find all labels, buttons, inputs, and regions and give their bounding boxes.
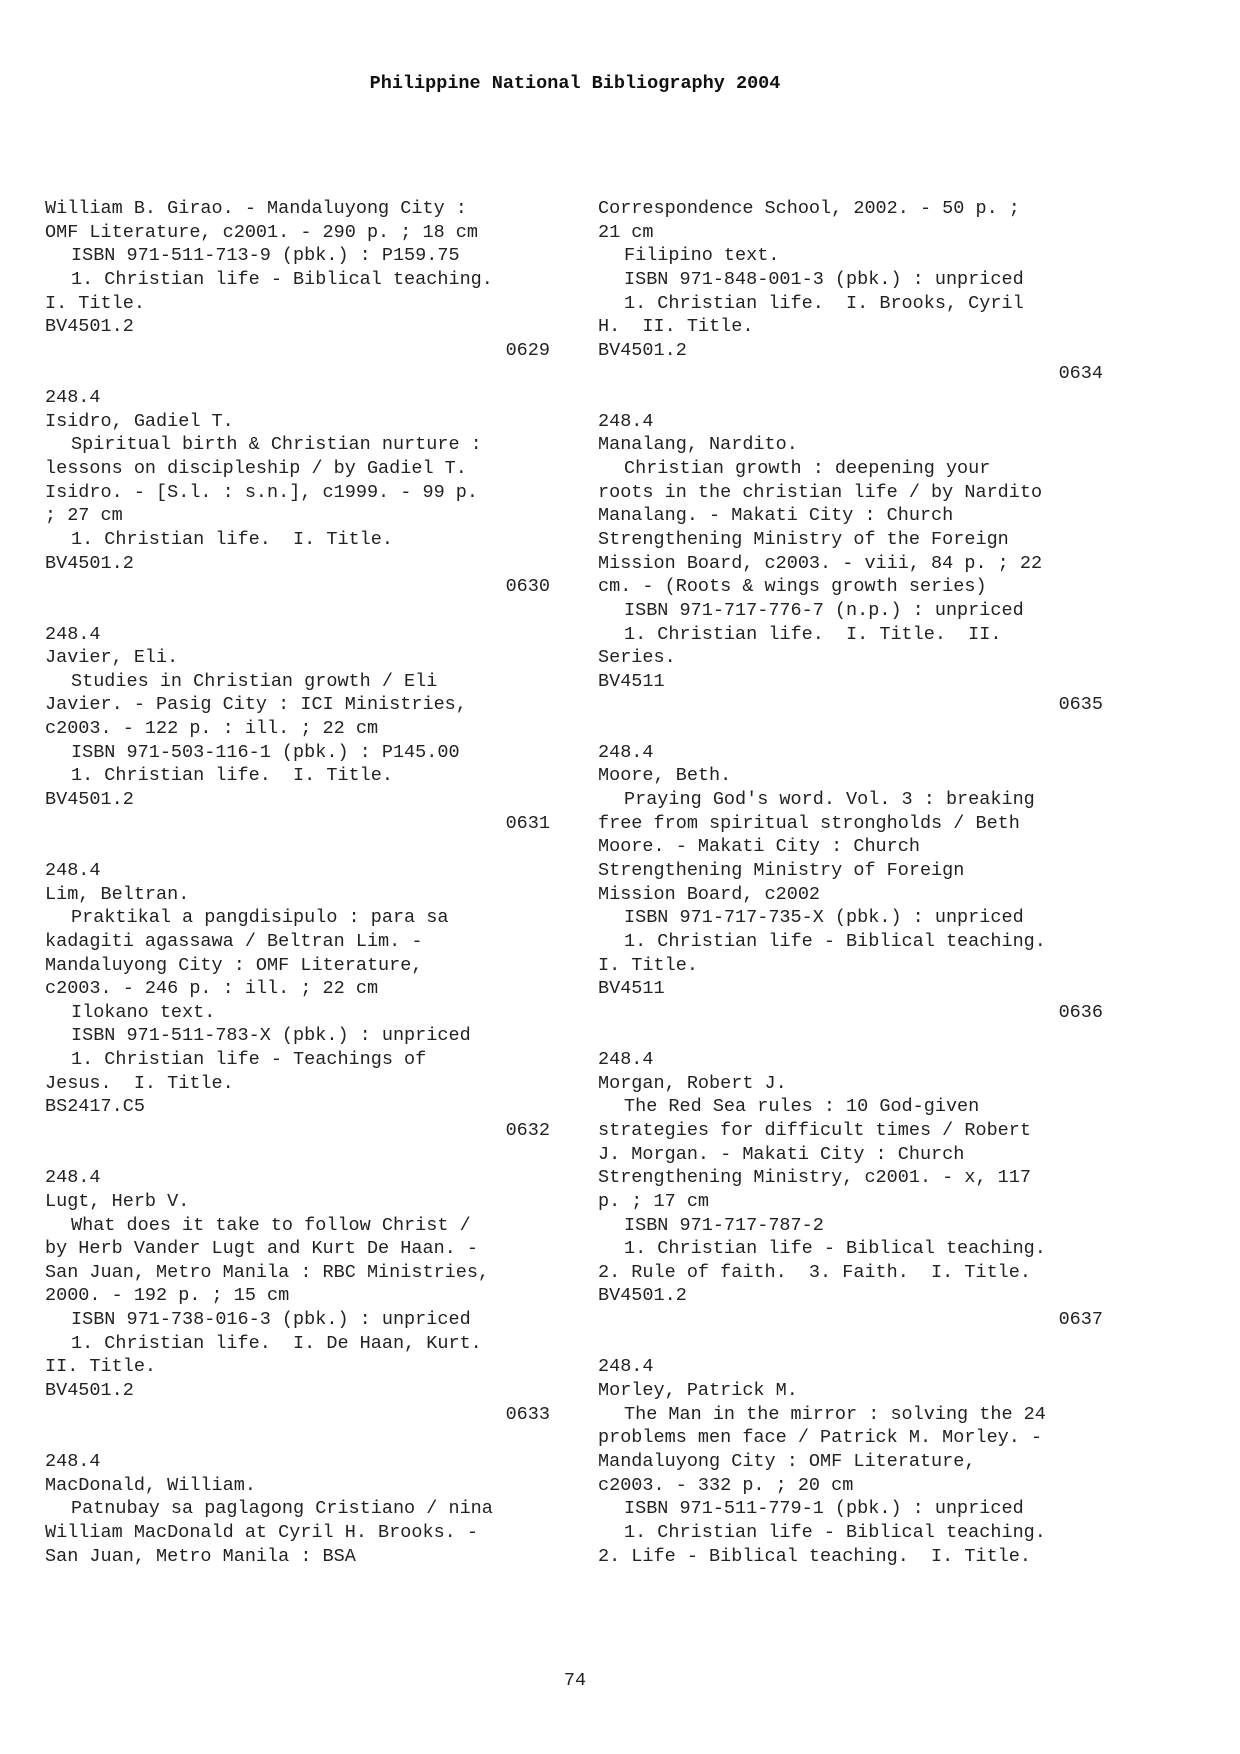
entry-line: ISBN 971-738-016-3 (pbk.) : unpriced <box>71 1309 471 1331</box>
entry-line: Filipino text. <box>624 245 780 267</box>
entry-line: Ilokano text. <box>71 1001 216 1023</box>
bibliography-entry <box>45 1166 550 1426</box>
entry-line: William MacDonald at Cyril H. Brooks. - <box>45 1521 478 1543</box>
entry-line: Lim, Beltran. <box>45 883 190 905</box>
entry-line: BV4501.2 <box>45 1380 134 1402</box>
entry-line: BV4501.2 <box>598 1285 687 1307</box>
entry-line: Praktikal a pangdisipulo : para sa <box>71 907 449 929</box>
entry-line: ISBN 971-717-735-X (pbk.) : unpriced <box>624 907 1024 929</box>
bibliography-entry <box>598 197 1103 386</box>
entry-number: 0630 <box>505 576 550 598</box>
entry-line: 248.4 <box>598 1049 654 1071</box>
entry-line: c2003. - 332 p. ; 20 cm <box>598 1474 854 1496</box>
entry-line: 2. Rule of faith. 3. Faith. I. Title. <box>598 1261 1031 1283</box>
entry-line: I. Title. <box>598 954 698 976</box>
entry-line: I. Title. <box>45 292 145 314</box>
bibliography-entry <box>45 623 550 836</box>
entry-line: 1. Christian life. I. Title. <box>71 528 393 550</box>
entry-line: p. ; 17 cm <box>598 1190 710 1212</box>
bibliography-entry <box>45 1450 550 1568</box>
entry-line: lessons on discipleship / by Gadiel T. <box>45 458 467 480</box>
entry-line: 1. Christian life. I. Brooks, Cyril <box>624 292 1024 314</box>
right-column <box>598 197 1103 1568</box>
entry-line: The Red Sea rules : 10 God-given <box>624 1096 980 1118</box>
entry-line: What does it take to follow Christ / <box>71 1214 471 1236</box>
entry-line: San Juan, Metro Manila : BSA <box>45 1545 356 1567</box>
entry-line: Correspondence School, 2002. - 50 p. ; <box>598 198 1020 219</box>
bibliography-entry <box>598 1048 1103 1332</box>
entry-line: BS2417.C5 <box>45 1096 145 1118</box>
entry-line: Manalang. - Makati City : Church <box>598 505 954 527</box>
entry-line: Series. <box>598 647 676 669</box>
entry-line: by Herb Vander Lugt and Kurt De Haan. - <box>45 1238 478 1260</box>
entry-line: 2. Life - Biblical teaching. I. Title. <box>598 1545 1031 1567</box>
entry-line: Praying God's word. Vol. 3 : breaking <box>624 789 1035 811</box>
entry-line: 1. Christian life. I. Title. II. <box>624 623 1002 645</box>
entry-spacer <box>45 599 550 623</box>
entry-number: 0636 <box>1058 1001 1103 1023</box>
entry-line: 248.4 <box>45 623 101 645</box>
entry-line: II. Title. <box>45 1356 157 1378</box>
entry-line: 2000. - 192 p. ; 15 cm <box>45 1285 290 1307</box>
bibliography-entry <box>45 197 550 362</box>
entry-line: 248.4 <box>598 410 654 432</box>
entry-line: BV4501.2 <box>598 339 687 361</box>
entry-number: 0629 <box>505 339 550 361</box>
entry-line: Patnubay sa paglagong Cristiano / nina <box>71 1498 493 1520</box>
entry-line: ISBN 971-848-001-3 (pbk.) : unpriced <box>624 268 1024 290</box>
entry-line: Spiritual birth & Christian nurture : <box>71 434 482 456</box>
entry-number: 0635 <box>1058 694 1103 716</box>
entry-line: Studies in Christian growth / Eli <box>71 670 438 692</box>
entry-line: BV4501.2 <box>45 316 134 338</box>
entry-spacer <box>598 1024 1103 1048</box>
entry-line: The Man in the mirror : solving the 24 <box>624 1403 1046 1425</box>
entry-line: Moore, Beth. <box>598 765 732 787</box>
entry-line: 1. Christian life - Biblical teaching. <box>624 1238 1046 1260</box>
entry-line: MacDonald, William. <box>45 1474 256 1496</box>
entry-line: Mission Board, c2003. - viii, 84 p. ; 22 <box>598 552 1043 574</box>
entry-line: problems men face / Patrick M. Morley. - <box>598 1427 1043 1449</box>
entry-line: c2003. - 246 p. : ill. ; 22 cm <box>45 978 379 1000</box>
entry-line: 21 cm <box>598 221 654 243</box>
entry-number: 0632 <box>505 1119 550 1141</box>
entry-line: 1. Christian life - Biblical teaching. <box>624 930 1046 952</box>
bibliography-entry <box>598 741 1103 1025</box>
entry-line: Javier, Eli. <box>45 647 179 669</box>
entry-line: ISBN 971-717-776-7 (n.p.) : unpriced <box>624 599 1024 621</box>
left-column <box>45 197 550 1568</box>
entry-spacer <box>598 386 1103 410</box>
entry-line: H. II. Title. <box>598 316 754 338</box>
entry-line: Strengthening Ministry of the Foreign <box>598 528 1009 550</box>
entry-line: c2003. - 122 p. : ill. ; 22 cm <box>45 718 379 740</box>
entry-line: ; 27 cm <box>45 505 123 527</box>
entry-line: ISBN 971-511-779-1 (pbk.) : unpriced <box>624 1498 1024 1520</box>
entry-line: 248.4 <box>45 387 101 409</box>
bibliography-entry <box>45 859 550 1143</box>
entry-spacer <box>598 1332 1103 1356</box>
entry-spacer <box>45 1143 550 1167</box>
entry-line: Mandaluyong City : OMF Literature, <box>45 954 423 976</box>
entry-line: Mission Board, c2002 <box>598 883 821 905</box>
page-title: Philippine National Bibliography 2004 <box>369 73 781 94</box>
bibliography-entry <box>598 410 1103 717</box>
entry-line: ISBN 971-511-783-X (pbk.) : unpriced <box>71 1025 471 1047</box>
entry-number: 0633 <box>505 1403 550 1425</box>
bibliography-entry <box>45 386 550 599</box>
entry-line: Morgan, Robert J. <box>598 1072 787 1094</box>
entry-line: Manalang, Nardito. <box>598 434 798 456</box>
entry-line: 1. Christian life. I. Title. <box>71 765 393 787</box>
entry-line: 248.4 <box>598 741 654 763</box>
entry-line: cm. - (Roots & wings growth series) <box>598 576 987 598</box>
entry-line: Javier. - Pasig City : ICI Ministries, <box>45 694 467 716</box>
entry-line: Isidro, Gadiel T. <box>45 410 234 432</box>
entry-line: Strengthening Ministry of Foreign <box>598 859 965 881</box>
entry-line: 248.4 <box>45 1450 101 1472</box>
entry-number: 0631 <box>505 812 550 834</box>
entry-line: 1. Christian life. I. De Haan, Kurt. <box>71 1332 482 1354</box>
entry-line: strategies for difficult times / Robert <box>598 1119 1031 1141</box>
entry-line: 248.4 <box>45 1167 101 1189</box>
entry-line: 1. Christian life - Biblical teaching. <box>71 268 493 290</box>
entry-line: roots in the christian life / by Nardito <box>598 481 1043 503</box>
entry-line: 1. Christian life - Biblical teaching. <box>624 1521 1046 1543</box>
entry-line: ISBN 971-503-116-1 (pbk.) : P145.00 <box>71 741 460 763</box>
entry-line: J. Morgan. - Makati City : Church <box>598 1143 965 1165</box>
entry-line: Moore. - Makati City : Church <box>598 836 920 858</box>
entry-line: kadagiti agassawa / Beltran Lim. - <box>45 930 423 952</box>
entry-line: Morley, Patrick M. <box>598 1380 798 1402</box>
entry-line: Mandaluyong City : OMF Literature, <box>598 1450 976 1472</box>
entry-line: Strengthening Ministry, c2001. - x, 117 <box>598 1167 1031 1189</box>
entry-line: William B. Girao. - Mandaluyong City : <box>45 198 467 219</box>
entry-line: 248.4 <box>45 859 101 881</box>
entry-line: San Juan, Metro Manila : RBC Ministries, <box>45 1261 490 1283</box>
entry-line: ISBN 971-717-787-2 <box>624 1214 824 1236</box>
entry-spacer <box>45 835 550 859</box>
page-number: 74 <box>563 1670 587 1691</box>
bibliography-entry <box>598 1355 1103 1568</box>
entry-line: BV4511 <box>598 670 665 692</box>
entry-spacer <box>45 1426 550 1450</box>
entry-line: Christian growth : deepening your <box>624 458 991 480</box>
entry-spacer <box>45 362 550 386</box>
entry-line: BV4501.2 <box>45 552 134 574</box>
entry-line: BV4511 <box>598 978 665 1000</box>
entry-line: BV4501.2 <box>45 789 134 811</box>
entry-line: Lugt, Herb V. <box>45 1190 190 1212</box>
entry-line: OMF Literature, c2001. - 290 p. ; 18 cm <box>45 221 478 243</box>
entry-spacer <box>598 717 1103 741</box>
entry-line: free from spiritual strongholds / Beth <box>598 812 1020 834</box>
entry-line: Jesus. I. Title. <box>45 1072 234 1094</box>
entry-line: 1. Christian life - Teachings of <box>71 1049 427 1071</box>
entry-number: 0637 <box>1058 1309 1103 1331</box>
entry-line: ISBN 971-511-713-9 (pbk.) : P159.75 <box>71 245 460 267</box>
entry-line: 248.4 <box>598 1356 654 1378</box>
entry-number: 0634 <box>1058 363 1103 385</box>
entry-line: Isidro. - [S.l. : s.n.], c1999. - 99 p. <box>45 481 478 503</box>
